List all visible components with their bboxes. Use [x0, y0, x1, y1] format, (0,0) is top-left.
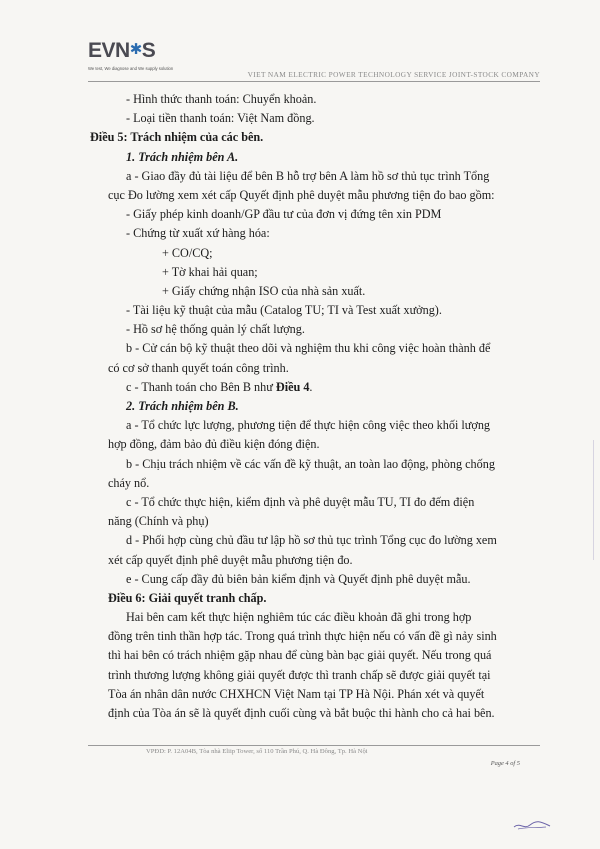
page-number: Page 4 of 5: [490, 760, 520, 767]
payment-method-line: - Hình thức thanh toán: Chuyển khoản.: [126, 92, 317, 106]
party-b-item-a-line2: hợp đồng, đảm bảo đủ điều kiện đóng điện.: [108, 437, 320, 452]
quality-system-line: - Hồ sơ hệ thống quản lý chất lượng.: [126, 322, 305, 337]
party-b-item-b-line2: cháy nổ.: [108, 475, 150, 490]
party-a-item-b-line2: có cơ sở thanh quyết toán công trình.: [108, 360, 289, 375]
party-a-heading: 1. Trách nhiệm bên A.: [126, 149, 239, 164]
party-a-item-a-line2: cục Đo lường xem xét cấp Quyết định phê duyệt mẫu phương tiện đo bao gồm:: [108, 187, 495, 202]
header-divider: [88, 81, 540, 82]
party-b-item-c-line2: năng (Chính và phụ): [108, 514, 209, 529]
logo-tagline: We test, We diagnose and We supply solution: [88, 66, 174, 71]
party-b-heading: 2. Trách nhiệm bên B.: [126, 399, 239, 413]
document-body: [90, 90, 533, 723]
dispute-line6: định của Tòa án sẽ là quyết định cuối cùng và bắt buộc thi hành cho cả hai bên.: [108, 706, 495, 720]
party-b-item-b-line1: b - Chịu trách nhiệm về các vấn đề kỹ thuật, an toàn lao động, phòng chống: [126, 456, 495, 471]
dispute-line3: thì hai bên có trách nhiệm gặp nhau để cùng bàn bạc giải quyết. Nếu trong quá: [108, 648, 492, 663]
currency-line: - Loại tiền thanh toán: Việt Nam đồng.: [126, 111, 315, 126]
party-a-item-a-line1: a - Giao đầy đủ tài liệu để bên B hỗ trợ bên A làm hồ sơ thủ tục trình Tổng: [126, 168, 490, 183]
party-a-item-b-line1: b - Cử cán bộ kỹ thuật theo dõi và nghiệm thu khi công việc hoàn thành để: [126, 341, 491, 356]
party-b-item-c-line1: c - Tổ chức thực hiện, kiểm định và phê duyệt mẫu TU, TI đo đếm điện: [126, 494, 475, 509]
initials-signature-icon: [512, 818, 552, 832]
technical-docs-line: - Tài liệu kỹ thuật của mẫu (Catalog TU; TI và Test xuất xưởng).: [126, 303, 442, 318]
party-a-item-c: [108, 378, 533, 397]
footer-address: VPĐD: P. 12A04B, Tòa nhà Eliip Tower, số 110 Trần Phú, Q. Hà Đông, Tp. Hà Nội: [146, 748, 368, 755]
company-name: VIET NAM ELECTRIC POWER TECHNOLOGY SERVICE JOINT-STOCK COMPANY: [247, 70, 540, 79]
item-c-text: c - Thanh toán cho Bên B như: [126, 379, 276, 394]
dispute-line2: đồng trên tinh thần hợp tác. Trong quá trình thực hiện nếu có vấn đề gì nảy sinh: [108, 629, 497, 644]
dispute-line5: Tòa án nhân dân nước CHXHCN Việt Nam tại TP Hà Nội. Phán xét và quyết: [108, 686, 485, 701]
logo-suffix: S: [141, 39, 156, 62]
logo-text: EVN: [88, 39, 130, 62]
logo-star-icon: ✱: [129, 41, 142, 58]
origin-documents-line: - Chứng từ xuất xứ hàng hóa:: [126, 226, 270, 241]
party-b-item-e: e - Cung cấp đầy đủ biên bản kiểm định và Quyết định phê duyệt mẫu.: [126, 571, 471, 586]
party-b-item-d-line2: xét cấp quyết định phê duyệt mẫu phương tiện đo.: [108, 552, 353, 567]
dispute-line4: trình thương lượng không giải quyết được thì tranh chấp sẽ được giải quyết tại: [108, 667, 491, 682]
article-6-heading: Điều 6: Giải quyết tranh chấp.: [108, 590, 267, 605]
party-b-item-d-line1: d - Phối hợp cùng chủ đầu tư lập hồ sơ thủ tục trình Tổng cục đo lường xem: [126, 533, 497, 548]
dispute-line1: Hai bên cam kết thực hiện nghiêm túc các điều khoản đã ghi trong hợp: [126, 610, 472, 625]
business-license-line: - Giấy phép kinh doanh/GP đầu tư của đơn vị đứng tên xin PDM: [126, 207, 442, 222]
edge-stamp-mark: [579, 440, 594, 560]
company-logo: [88, 40, 184, 78]
article-5-heading: Điều 5: Trách nhiệm của các bên.: [90, 130, 264, 145]
customs-declaration-line: + Tờ khai hải quan;: [162, 264, 258, 279]
iso-certificate-line: + Giấy chứng nhận ISO của nhà sản xuất.: [162, 283, 366, 298]
article-4-ref: Điều 4: [275, 379, 310, 394]
co-cq-line: + CO/CQ;: [162, 245, 213, 260]
party-b-item-a-line1: a - Tổ chức lực lượng, phương tiện để thực hiện công việc theo khối lượng: [126, 418, 491, 433]
footer-divider: [88, 745, 540, 746]
item-c-end: .: [309, 379, 313, 394]
